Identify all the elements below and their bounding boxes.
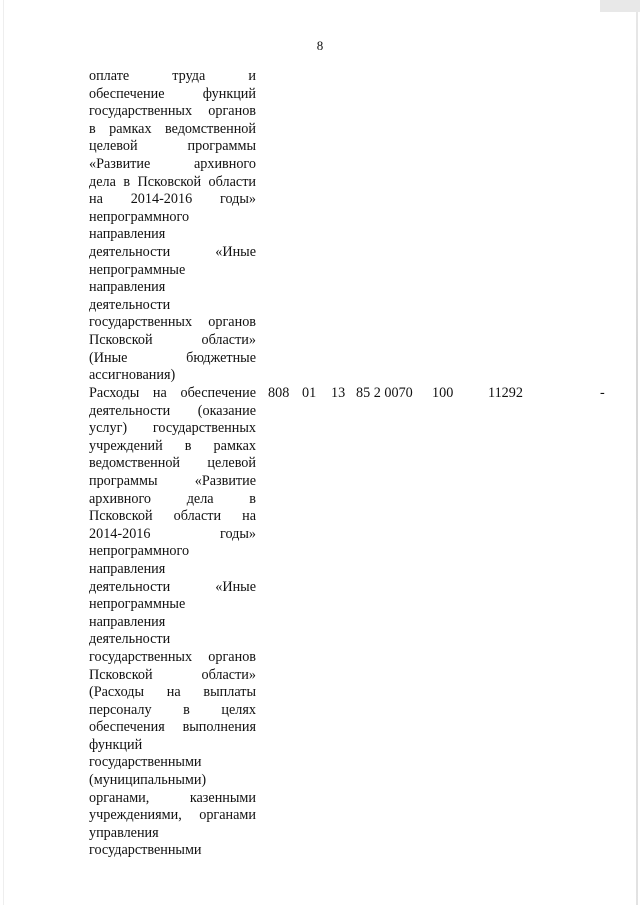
description-line: управления [89, 824, 159, 841]
description-line: ведомственной целевой [89, 455, 256, 472]
scan-top-mark [600, 0, 640, 12]
description-line: непрограммные [89, 261, 186, 278]
code-vedomstvo: 808 [268, 385, 290, 401]
code-razdel: 01 [302, 385, 317, 401]
scan-edge-left [3, 0, 4, 905]
page-number: 8 [316, 38, 324, 53]
description-line: направления [89, 613, 166, 630]
description-line: функций [89, 736, 143, 753]
description-line: Расходы на обеспечение [89, 385, 256, 401]
description-line: на 2014-2016 годы» [89, 191, 256, 208]
description-line: ассигнования) [89, 367, 176, 384]
description-line: государственных органов [89, 103, 256, 120]
description-line: деятельности [89, 296, 171, 313]
description-line: обеспечение функций [89, 85, 256, 102]
amount-column-2: - [600, 385, 605, 401]
description-line: целевой программы [89, 138, 256, 155]
description-line: направления [89, 226, 166, 243]
description-line: деятельности (оказание [89, 402, 256, 419]
description-line: «Развитие архивного [89, 155, 256, 172]
description-line: государственных органов [89, 648, 256, 665]
description-line: дела в Псковской области [89, 173, 256, 190]
description-line: архивного дела в [89, 490, 256, 507]
scan-edge-right [636, 0, 638, 905]
description-line: (Иные бюджетные [89, 349, 256, 366]
description-line: Псковской области» [89, 331, 256, 348]
description-line: программы «Развитие [89, 472, 256, 489]
description-line: направления [89, 279, 166, 296]
description-line: государственных органов [89, 314, 256, 331]
description-line: обеспечения выполнения [89, 719, 256, 736]
description-line: органами, казенными [89, 789, 256, 806]
description-line: непрограммного [89, 208, 190, 225]
description-line: направления [89, 560, 166, 577]
description-line: деятельности «Иные [89, 578, 256, 595]
description-line: государственными [89, 842, 202, 859]
description-line: оплате труда и [89, 68, 256, 84]
row-main-description [89, 385, 256, 860]
description-line: (Расходы на выплаты [89, 684, 256, 701]
description-line: деятельности «Иные [89, 243, 256, 260]
amount-column-1: 11292 [488, 385, 523, 401]
description-line: услуг) государственных [89, 420, 256, 437]
description-line: учреждений в рамках [89, 437, 256, 454]
description-line: государственными [89, 754, 202, 771]
description-line: деятельности [89, 631, 171, 648]
code-target-article: 85 2 0070 [356, 385, 413, 401]
code-podrazdel: 13 [331, 385, 346, 401]
description-line: Псковской области» [89, 666, 256, 683]
description-line: непрограммные [89, 596, 186, 613]
description-line: непрограммного [89, 543, 190, 560]
description-line: персоналу в целях [89, 701, 256, 718]
description-line: (муниципальными) [89, 772, 207, 789]
description-line: 2014-2016 годы» [89, 525, 256, 542]
description-line: в рамках ведомственной [89, 120, 256, 137]
code-expense-type: 100 [432, 385, 454, 401]
description-line: учреждениями, органами [89, 807, 256, 824]
description-line: Псковской области на [89, 508, 256, 525]
row-continued-description [89, 68, 256, 385]
